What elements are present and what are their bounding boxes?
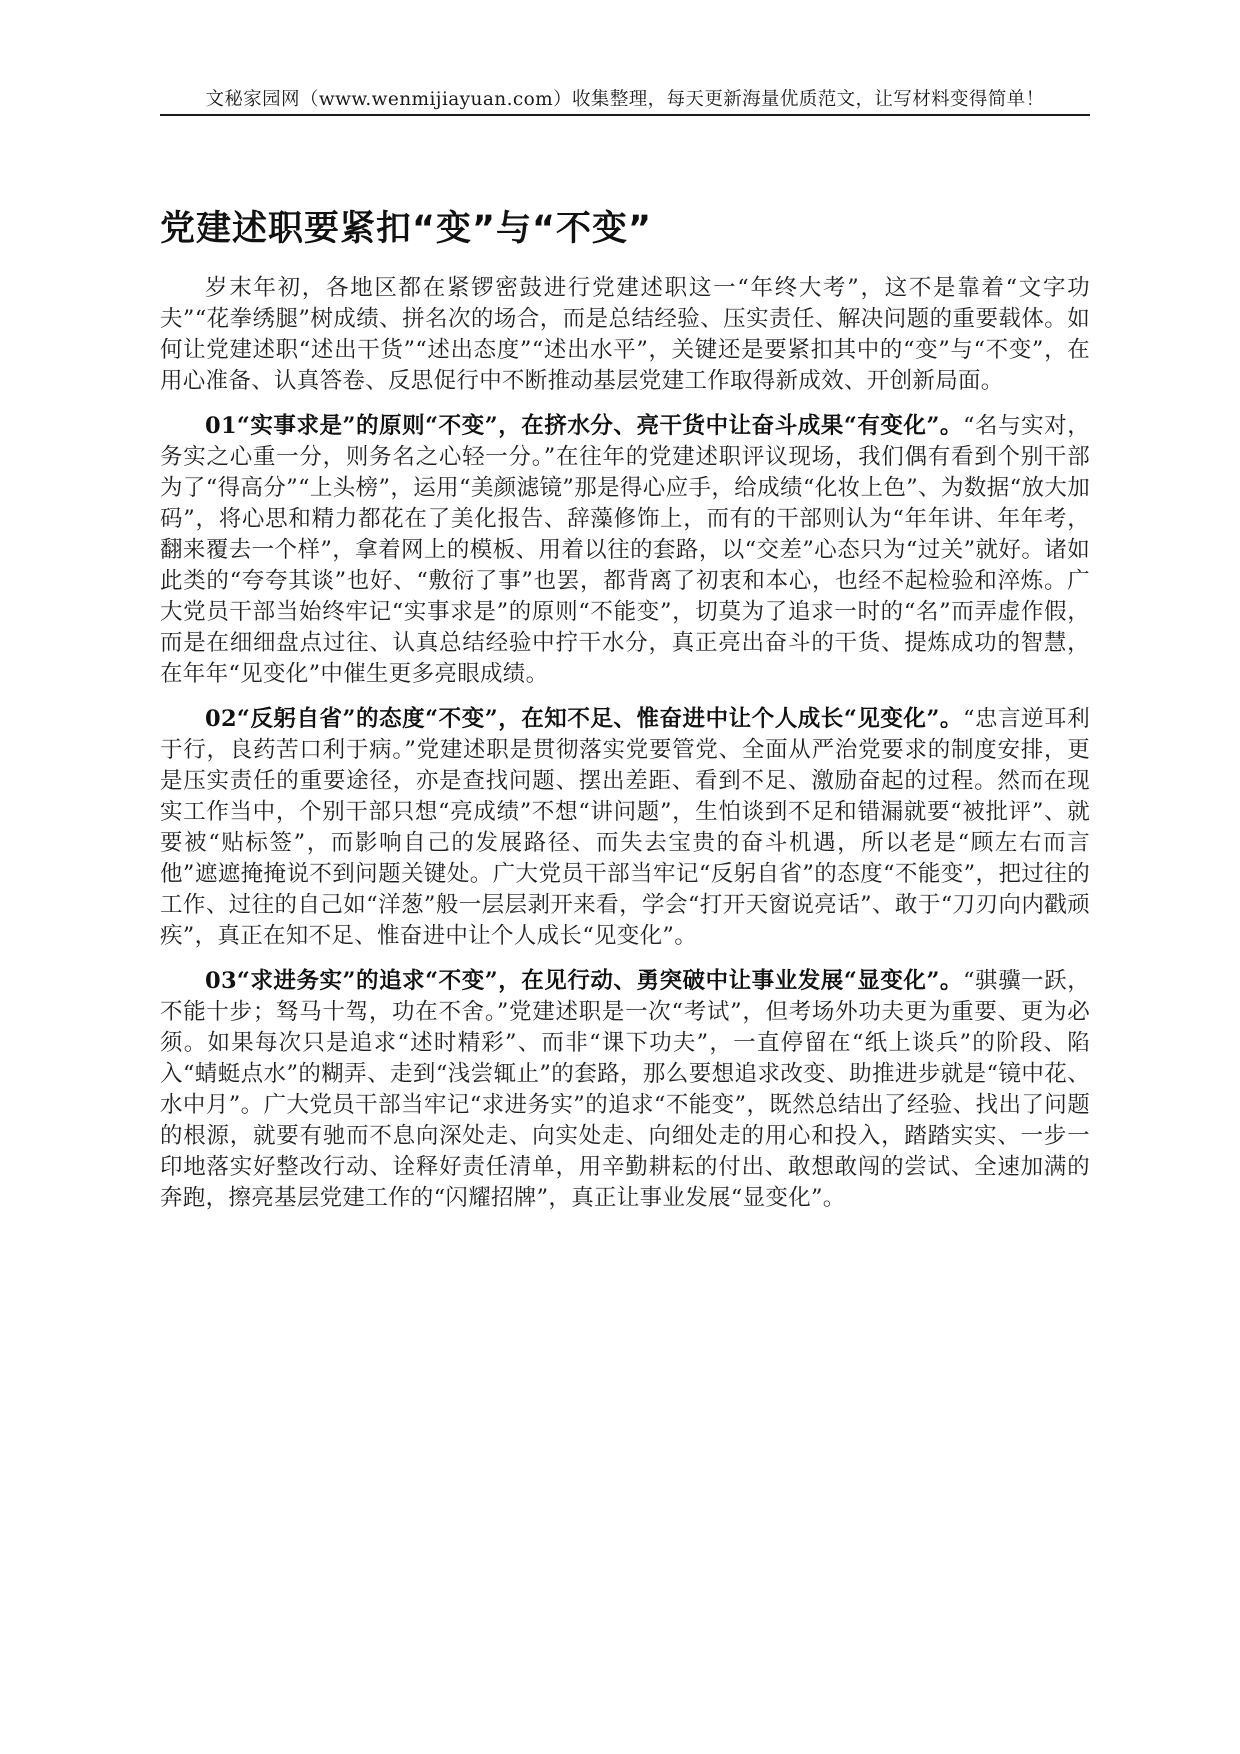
article-title: 党建述职要紧扣“变”与“不变”: [160, 209, 653, 249]
section-paragraph: [160, 966, 1090, 1214]
article-body: [160, 273, 1090, 1228]
section-text: “忠言逆耳利于行，良药苦口利于病。”党建述职是贯彻落实党要管党、全面从严治党要求的制度安排，更是压实责任的重要途径，亦是查找问题、摆出差距、看到不足、激励奋起的过程。然而在现实工作当中，个别干部只想“亮成绩”不想“讲问题”，生怕谈到不足和错漏就要“被批评”、就要被“贴标签”，而影响自己的发展路径、而失去宝贵的奋斗机遇，所以老是“顾左右而言他”遮遮掩掩说不到问题关键处。广大党员干部当牢记“反躬自省”的态度“不能变”，把过往的工作、过往的自己如“洋葱”般一层层剥开来看，学会“打开天窗说亮话”、敢于“刀刃向内戳顽疾”，真正在知不足、惟奋进中让个人成长“见变化”。: [160, 706, 1090, 949]
section-paragraph: [160, 704, 1090, 952]
section-heading: 03“求进务实”的追求“不变”，在见行动、勇突破中让事业发展“显变化”。: [205, 968, 963, 994]
section-heading: 01“实事求是”的原则“不变”，在挤水分、亮干货中让奋斗成果“有变化”。: [205, 413, 963, 439]
section-paragraph: [160, 411, 1090, 690]
section-text: “名与实对，务实之心重一分，则务名之心轻一分。”在往年的党建述职评议现场，我们偶有看到个别干部为了“得高分”“上头榜”，运用“美颜滤镜”那是得心应手，给成绩“化妆上色”、为数据“放大加码”，将心思和精力都花在了美化报告、辞藻修饰上，而有的干部则认为“年年讲、年年考，翻来覆去一个样”，拿着网上的模板、用着以往的套路，以“交差”心态只为“过关”就好。诸如此类的“夸夸其谈”也好、“敷衍了事”也罢，都背离了初衷和本心，也经不起检验和淬炼。广大党员干部当始终牢记“实事求是”的原则“不能变”，切莫为了追求一时的“名”而弄虚作假，而是在细细盘点过往、认真总结经验中拧干水分，真正亮出奋斗的干货、提炼成功的智慧，在年年“见变化”中催生更多亮眼成绩。: [160, 413, 1090, 687]
section-heading: 02“反躬自省”的态度“不变”，在知不足、惟奋进中让个人成长“见变化”。: [205, 706, 963, 732]
page-header: 文秘家园网（www.wenmijiayuan.com）收集整理，每天更新海量优质范文，让写材料变得简单！: [160, 88, 1090, 116]
intro-paragraph: 岁末年初，各地区都在紧锣密鼓进行党建述职这一“年终大考”，这不是靠着“文字功夫”“花拳绣腿”树成绩、拼名次的场合，而是总结经验、压实责任、解决问题的重要载体。如何让党建述职“述出干货”“述出态度”“述出水平”，关键还是要紧扣其中的“变”与“不变”，在用心准备、认真答卷、反思促行中不断推动基层党建工作取得新成效、开创新局面。: [160, 275, 1090, 394]
section-text: “骐骥一跃，不能十步；驽马十驾，功在不舍。”党建述职是一次“考试”，但考场外功夫更为重要、更为必须。如果每次只是追求“述时精彩”、而非“课下功夫”，一直停留在“纸上谈兵”的阶段、陷入“蜻蜓点水”的糊弄、走到“浅尝辄止”的套路，那么要想追求改变、助推进步就是“镜中花、水中月”。广大党员干部当牢记“求进务实”的追求“不能变”，既然总结出了经验、找出了问题的根源，就要有驰而不息向深处走、向实处走、向细处走的用心和投入，踏踏实实、一步一印地落实好整改行动、诠释好责任清单，用辛勤耕耘的付出、敢想敢闯的尝试、全速加满的奔跑，擦亮基层党建工作的“闪耀招牌”，真正让事业发展“显变化”。: [160, 968, 1090, 1211]
